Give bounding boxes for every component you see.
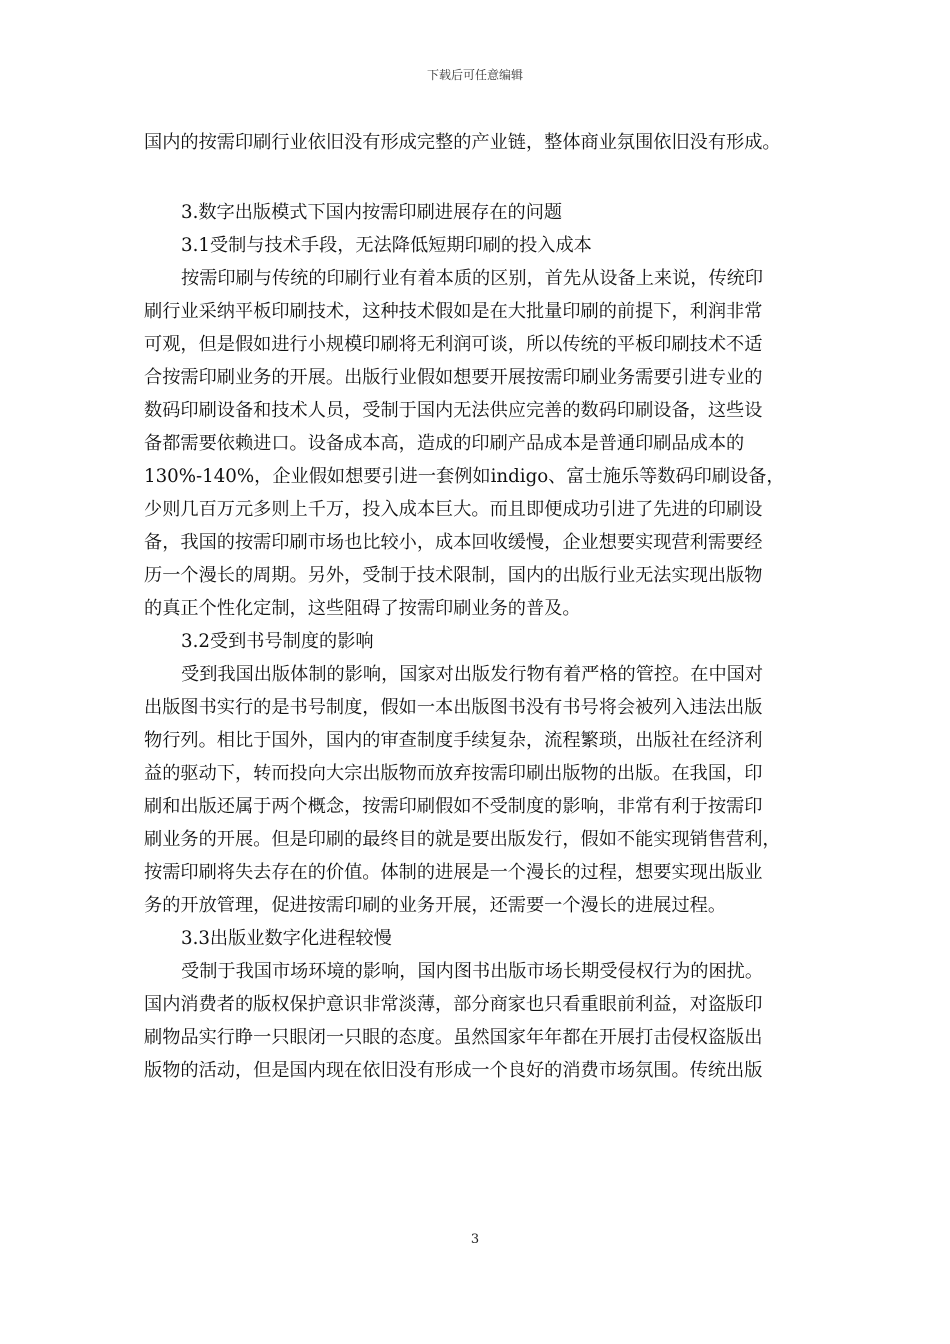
body-line: 历一个漫长的周期。另外，受制于技术限制，国内的出版行业无法实现出版物 xyxy=(144,565,763,586)
body-line: 版物的活动，但是国内现在依旧没有形成一个良好的消费市场氛围。传统出版 xyxy=(144,1060,763,1081)
body-line: 刷行业采纳平板印刷技术，这种技术假如是在大批量印刷的前提下，利润非常 xyxy=(144,301,763,322)
body-line: 数码印刷设备和技术人员，受制于国内无法供应完善的数码印刷设备，这些设 xyxy=(144,400,763,421)
paragraph-first-line: 按需印刷与传统的印刷行业有着本质的区别，首先从设备上来说，传统印 xyxy=(181,268,764,289)
paragraph-first-line: 受到我国出版体制的影响，国家对出版发行物有着严格的管控。在中国对 xyxy=(181,664,764,685)
body-line: 刷业务的开展。但是印刷的最终目的就是要出版发行，假如不能实现销售营利， xyxy=(144,829,781,850)
body-line: 备都需要依赖进口。设备成本高，造成的印刷产品成本是普通印刷品成本的 xyxy=(144,433,745,454)
body-line: 刷物品实行睁一只眼闭一只眼的态度。虽然国家年年都在开展打击侵权盗版出 xyxy=(144,1027,763,1048)
body-line: 出版图书实行的是书号制度，假如一本出版图书没有书号将会被列入违法出版 xyxy=(144,697,763,718)
body-line: 刷和出版还属于两个概念，按需印刷假如不受制度的影响，非常有利于按需印 xyxy=(144,796,763,817)
body-line: 少则几百万元多则上千万，投入成本巨大。而且即便成功引进了先进的印刷设 xyxy=(144,499,763,520)
document-body xyxy=(144,126,806,1087)
section-heading-3-3: 3.3出版业数字化进程较慢 xyxy=(181,928,392,949)
body-line: 合按需印刷业务的开展。出版行业假如想要开展按需印刷业务需要引进专业的 xyxy=(144,367,763,388)
paragraph-spacer xyxy=(144,159,806,196)
body-line: 国内消费者的版权保护意识非常淡薄，部分商家也只看重眼前利益，对盗版印 xyxy=(144,994,763,1015)
paragraph-first-line: 受制于我国市场环境的影响，国内图书出版市场长期受侵权行为的困扰。 xyxy=(181,961,764,982)
body-line: 的真正个性化定制，这些阻碍了按需印刷业务的普及。 xyxy=(144,598,581,619)
body-line: 可观，但是假如进行小规模印刷将无利润可谈，所以传统的平板印刷技术不适 xyxy=(144,334,763,355)
section-heading-3-1: 3.1受制与技术手段，无法降低短期印刷的投入成本 xyxy=(181,235,592,256)
body-line: 130%-140%，企业假如想要引进一套例如indigo、富士施乐等数码印刷设备， xyxy=(144,466,785,487)
section-heading-3-2: 3.2受到书号制度的影响 xyxy=(181,631,374,652)
section-heading-3: 3.数字出版模式下国内按需印刷进展存在的问题 xyxy=(181,202,563,223)
body-line: 备，我国的按需印刷市场也比较小，成本回收缓慢，企业想要实现营利需要经 xyxy=(144,532,763,553)
body-line: 务的开放管理，促进按需印刷的业务开展，还需要一个漫长的进展过程。 xyxy=(144,895,727,916)
page-header: 下载后可任意编辑 xyxy=(426,68,523,82)
body-line: 按需印刷将失去存在的价值。体制的进展是一个漫长的过程，想要实现出版业 xyxy=(144,862,763,883)
body-line: 益的驱动下，转而投向大宗出版物而放弃按需印刷出版物的出版。在我国，印 xyxy=(144,763,763,784)
body-line: 国内的按需印刷行业依旧没有形成完整的产业链，整体商业氛围依旧没有形成。 xyxy=(144,132,781,153)
page-number: 3 xyxy=(470,1232,480,1247)
body-line: 物行列。相比于国外，国内的审查制度手续复杂，流程繁琐，出版社在经济利 xyxy=(144,730,763,751)
